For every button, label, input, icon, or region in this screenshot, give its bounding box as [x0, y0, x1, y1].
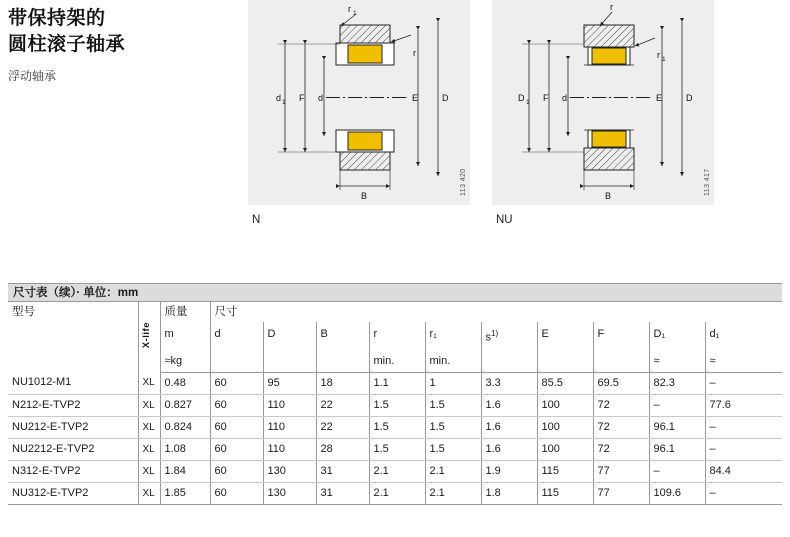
- cell-F: 69.5: [593, 372, 649, 394]
- unit-B: [316, 350, 369, 373]
- cell-s: 1.6: [481, 438, 537, 460]
- header-s-label: s: [485, 331, 491, 344]
- title-block: [8, 6, 238, 84]
- cell-D1: 96.1: [649, 416, 705, 438]
- svg-text:r: r: [657, 50, 660, 60]
- cell-d: 60: [210, 460, 263, 482]
- svg-text:1: 1: [282, 99, 286, 106]
- cell-d: 60: [210, 482, 263, 504]
- figure-n: [248, 0, 470, 205]
- cell-m: 1.84: [160, 460, 210, 482]
- cell-r: 2.1: [369, 460, 425, 482]
- table-row[interactable]: [8, 438, 782, 460]
- header-F: F: [593, 322, 649, 350]
- cell-E: 100: [537, 394, 593, 416]
- svg-text:r: r: [413, 48, 416, 58]
- cell-B: 31: [316, 482, 369, 504]
- cell-r: 1.5: [369, 438, 425, 460]
- table-grid: [8, 302, 782, 505]
- table-row[interactable]: [8, 460, 782, 482]
- cell-F: 77: [593, 482, 649, 504]
- cell-designation: NU212-E-TVP2: [8, 416, 138, 438]
- cell-d: 60: [210, 438, 263, 460]
- header-r1: r₁: [425, 322, 481, 350]
- header-xlife-spacer: [138, 302, 160, 322]
- page-subtitle: 浮动轴承: [8, 69, 57, 83]
- unit-s: [481, 350, 537, 373]
- svg-text:d: d: [276, 93, 282, 103]
- cell-xlife: XL: [138, 482, 160, 504]
- cell-s: 1.6: [481, 394, 537, 416]
- cell-F: 72: [593, 416, 649, 438]
- header-r: r: [369, 322, 425, 350]
- header-E: E: [537, 322, 593, 350]
- svg-text:D: D: [518, 93, 525, 103]
- page-header: [0, 0, 790, 248]
- cell-m: 1.85: [160, 482, 210, 504]
- unit-E: [537, 350, 593, 373]
- cell-designation: NU1012-M1: [8, 372, 138, 394]
- unit-d1: ≈: [705, 350, 782, 373]
- cell-d1: –: [705, 438, 782, 460]
- header-d1: d₁: [709, 328, 720, 340]
- figure-n-drawing: [248, 0, 470, 205]
- page-title: [8, 6, 238, 58]
- cell-D: 110: [263, 394, 316, 416]
- cell-D: 130: [263, 460, 316, 482]
- cell-E: 100: [537, 438, 593, 460]
- cell-xlife: XL: [138, 372, 160, 394]
- figure-nu: [492, 0, 714, 205]
- cell-xlife: XL: [138, 416, 160, 438]
- svg-text:B: B: [605, 191, 612, 201]
- svg-text:1: 1: [526, 99, 530, 106]
- cell-B: 22: [316, 394, 369, 416]
- table-symbol-header-row: [8, 322, 782, 350]
- cell-xlife: XL: [138, 460, 160, 482]
- header-m: m: [160, 322, 210, 350]
- svg-text:E: E: [412, 93, 419, 103]
- cell-designation: N312-E-TVP2: [8, 460, 138, 482]
- cell-r: 1.1: [369, 372, 425, 394]
- table-title: 尺寸表（续）· 单位：mm: [8, 283, 782, 302]
- cell-xlife: XL: [138, 394, 160, 416]
- cell-designation: N212-E-TVP2: [8, 394, 138, 416]
- cell-D1: –: [649, 460, 705, 482]
- header-D1: D₁: [649, 322, 705, 350]
- cell-d: 60: [210, 416, 263, 438]
- cell-D: 95: [263, 372, 316, 394]
- cell-m: 0.824: [160, 416, 210, 438]
- cell-D: 130: [263, 482, 316, 504]
- cell-d1: –: [705, 416, 782, 438]
- cell-s: 1.9: [481, 460, 537, 482]
- figure-nu-code: 113 417: [704, 168, 711, 196]
- unit-D1: ≈: [649, 350, 705, 373]
- cell-xlife: XL: [138, 438, 160, 460]
- cell-r: 1.5: [369, 394, 425, 416]
- table-row[interactable]: [8, 416, 782, 438]
- header-s: [481, 322, 537, 350]
- cell-D1: 82.3: [649, 372, 705, 394]
- cell-designation: NU312-E-TVP2: [8, 482, 138, 504]
- figure-nu-caption: NU: [496, 214, 513, 226]
- table-row[interactable]: [8, 482, 782, 504]
- cell-F: 77: [593, 460, 649, 482]
- cell-D1: 96.1: [649, 438, 705, 460]
- header-designation-blank: [8, 322, 138, 372]
- svg-text:r: r: [348, 4, 351, 14]
- cell-r1: 1.5: [425, 438, 481, 460]
- page-title-line1: 带保持架的: [8, 8, 106, 29]
- cell-s: 1.8: [481, 482, 537, 504]
- header-d: d: [210, 322, 263, 350]
- svg-text:1: 1: [353, 10, 357, 17]
- svg-text:D: D: [686, 93, 693, 103]
- cell-s: 3.3: [481, 372, 537, 394]
- dimension-table: [8, 283, 782, 505]
- header-D: D: [263, 322, 316, 350]
- svg-text:d: d: [562, 93, 568, 103]
- unit-m: ≈kg: [160, 350, 210, 373]
- unit-d: [210, 350, 263, 373]
- cell-F: 72: [593, 394, 649, 416]
- page-title-line2: 圆柱滚子轴承: [8, 34, 126, 55]
- cell-E: 115: [537, 482, 593, 504]
- figure-n-code: 113 420: [460, 168, 467, 196]
- table-row[interactable]: [8, 372, 782, 394]
- cell-m: 0.827: [160, 394, 210, 416]
- header-xlife-label: X-life: [140, 322, 152, 349]
- cell-r1: 1: [425, 372, 481, 394]
- figure-n-caption: N: [252, 214, 261, 226]
- cell-D: 110: [263, 416, 316, 438]
- header-designation: 型号: [8, 302, 138, 322]
- svg-text:D: D: [442, 93, 449, 103]
- cell-F: 72: [593, 438, 649, 460]
- cell-d1: –: [705, 372, 782, 394]
- header-mass: 质量: [160, 302, 210, 322]
- figure-nu-drawing: [492, 0, 714, 205]
- cell-B: 31: [316, 460, 369, 482]
- svg-text:F: F: [299, 93, 305, 103]
- unit-F: [593, 350, 649, 373]
- cell-d: 60: [210, 372, 263, 394]
- cell-D: 110: [263, 438, 316, 460]
- table-group-header-row: [8, 302, 782, 322]
- cell-r1: 2.1: [425, 482, 481, 504]
- cell-D1: –: [649, 394, 705, 416]
- svg-text:1: 1: [662, 56, 666, 63]
- svg-text:B: B: [361, 191, 368, 201]
- cell-r1: 1.5: [425, 416, 481, 438]
- cell-E: 100: [537, 416, 593, 438]
- cell-d1: 77.6: [705, 394, 782, 416]
- cell-r1: 1.5: [425, 394, 481, 416]
- svg-text:r: r: [610, 2, 613, 12]
- unit-D: [263, 350, 316, 373]
- cell-r: 2.1: [369, 482, 425, 504]
- cell-designation: NU2212-E-TVP2: [8, 438, 138, 460]
- cell-E: 85.5: [537, 372, 593, 394]
- unit-r: min.: [369, 350, 425, 373]
- cell-m: 1.08: [160, 438, 210, 460]
- header-xlife: [138, 322, 160, 372]
- cell-d1: 84.4: [705, 460, 782, 482]
- cell-B: 22: [316, 416, 369, 438]
- cell-D1: 109.6: [649, 482, 705, 504]
- table-row[interactable]: [8, 394, 782, 416]
- cell-r1: 2.1: [425, 460, 481, 482]
- header-s-note: 1): [491, 329, 499, 338]
- svg-text:d: d: [318, 93, 324, 103]
- cell-d: 60: [210, 394, 263, 416]
- cell-r: 1.5: [369, 416, 425, 438]
- cell-d1: –: [705, 482, 782, 504]
- header-B: B: [316, 322, 369, 350]
- header-dimensions: 尺寸: [214, 306, 238, 318]
- unit-r1: min.: [425, 350, 481, 373]
- cell-s: 1.6: [481, 416, 537, 438]
- cell-E: 115: [537, 460, 593, 482]
- cell-m: 0.48: [160, 372, 210, 394]
- cell-B: 18: [316, 372, 369, 394]
- cell-B: 28: [316, 438, 369, 460]
- svg-text:F: F: [543, 93, 549, 103]
- svg-text:E: E: [656, 93, 663, 103]
